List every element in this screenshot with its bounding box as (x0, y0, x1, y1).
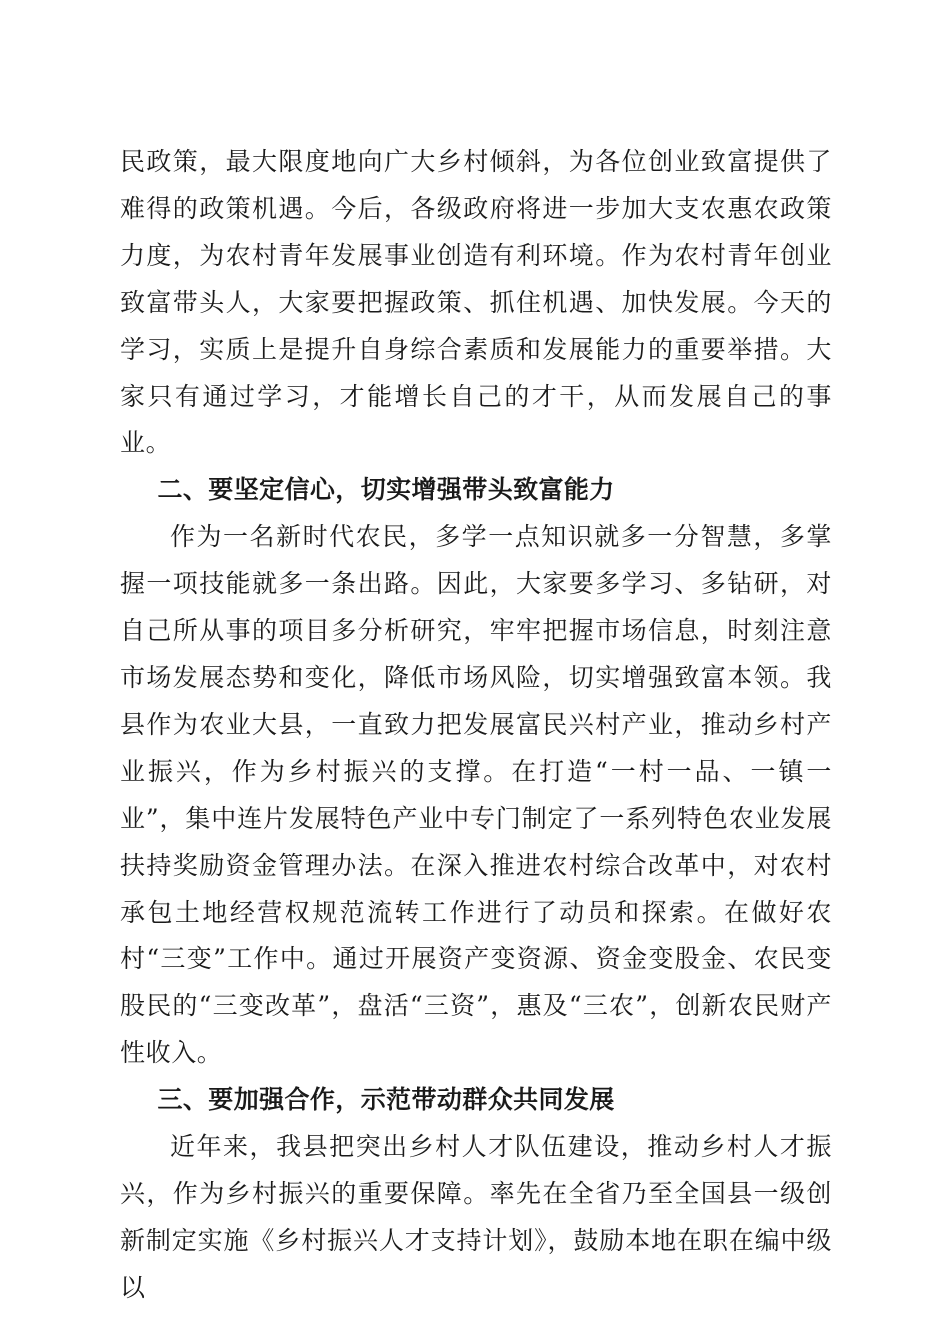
section-heading-3: 三、要加强合作，示范带动群众共同发展 (157, 1085, 615, 1115)
section-heading-2: 二、要坚定信心，切实增强带头致富能力 (157, 475, 615, 505)
body-paragraph: 近年来，我县把突出乡村人才队伍建设，推动乡村人才振兴，作为乡村振兴的重要保障。率先在全省乃至全国县一级创新制定实施《乡村振兴人才支持计划》，鼓励本地在职在编中级以 (120, 1132, 832, 1302)
body-paragraph-continued: 民政策，最大限度地向广大乡村倾斜，为各位创业致富提供了难得的政策机遇。今后，各级政府将进一步加大支农惠农政策力度，为农村青年发展事业创造有利环境。作为农村青年创业致富带头人，大家要把握政策、抓住机遇、加快发展。今天的学习，实质上是提升自身综合素质和发展能力的重要举措。大家只有通过学习，才能增长自己的才干，从而发展自己的事业。 (120, 147, 832, 458)
body-paragraph: 作为一名新时代农民，多学一点知识就多一分智慧，多掌握一项技能就多一条出路。因此，大家要多学习、多钻研，对自己所从事的项目多分析研究，牢牢把握市场信息，时刻注意市场发展态势和变化，降低市场风险，切实增强致富本领。我县作为农业大县，一直致力把发展富民兴村产业，推动乡村产业振兴，作为乡村振兴的支撑。在打造“一村一品、一镇一业”，集中连片发展特色产业中专门制定了一系列特色农业发展扶持奖励资金管理办法。在深入推进农村综合改革中，对农村承包土地经营权规范流转工作进行了动员和探索。在做好农村“三变”工作中。通过开展资产变资源、资金变股金、农民变股民的“三变改革”，盘活“三资”，惠及“三农”，创新农民财产性收入。 (120, 522, 832, 1068)
document-body (120, 139, 832, 1312)
